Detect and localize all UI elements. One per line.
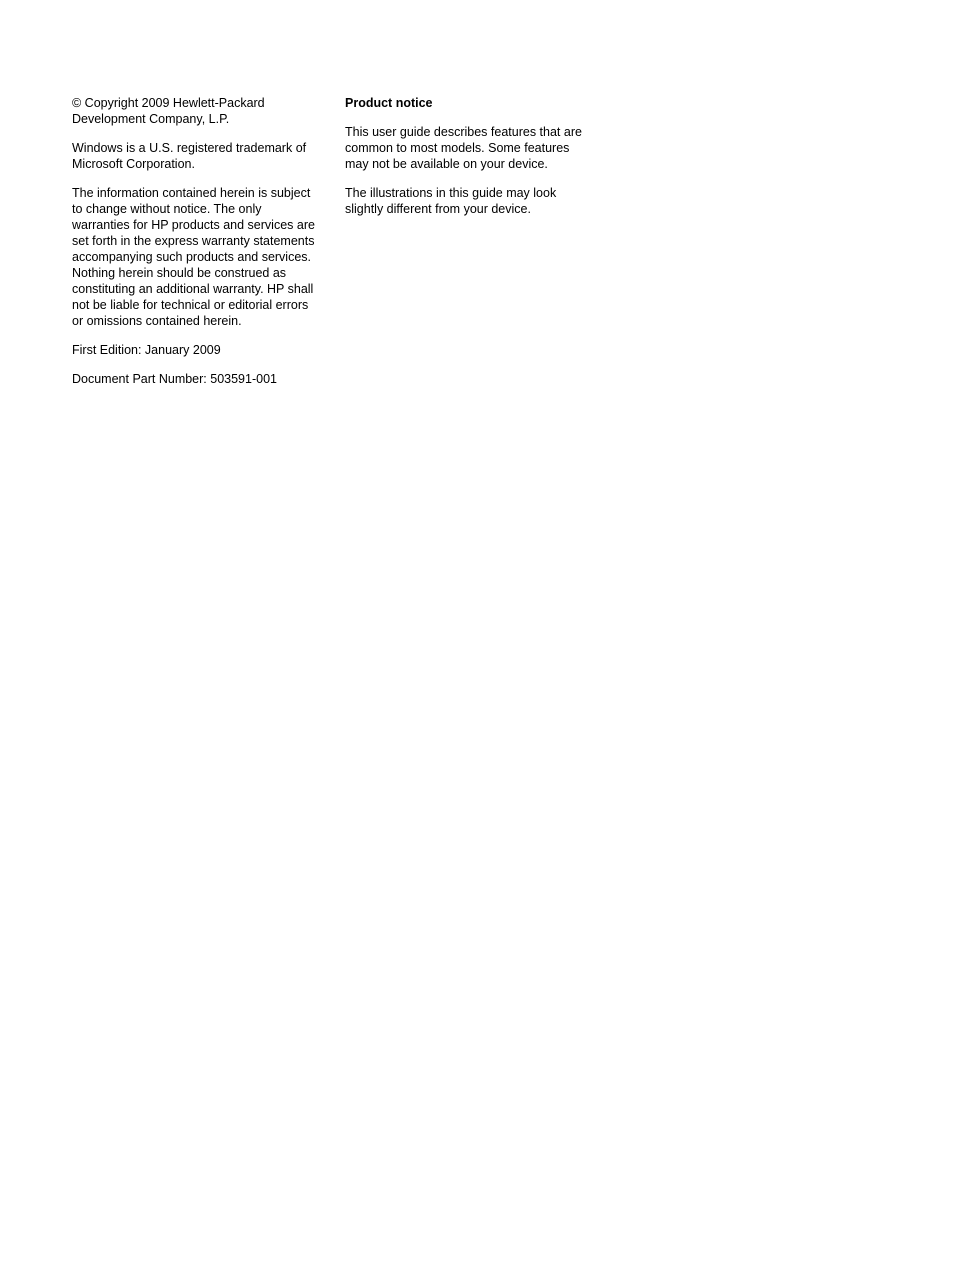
product-notice-heading: Product notice [345, 96, 433, 110]
trademark-text: Windows is a U.S. registered trademark of Microsoft Corporation. [72, 141, 307, 171]
illustrations-notice-text: The illustrations in this guide may look slightly different from your device. [345, 186, 557, 216]
part-number-text: Document Part Number: 503591-001 [72, 372, 277, 386]
copyright-text: © Copyright 2009 Hewlett-Packard Development Company, L.P. [72, 96, 265, 126]
product-notice-column [345, 95, 595, 230]
disclaimer-text: The information contained herein is subject to change without notice. The only warranties for HP products and services are set forth in the express warranty statements accompanying such products and services. Nothing herein should be construed as constituting an additional warranty. HP shall not be liable for technical or editorial errors or omissions contained herein. [72, 186, 315, 328]
legal-column [72, 95, 327, 400]
edition-text: First Edition: January 2009 [72, 343, 221, 357]
features-notice-text: This user guide describes features that are common to most models. Some features may not be available on your device. [345, 125, 582, 171]
